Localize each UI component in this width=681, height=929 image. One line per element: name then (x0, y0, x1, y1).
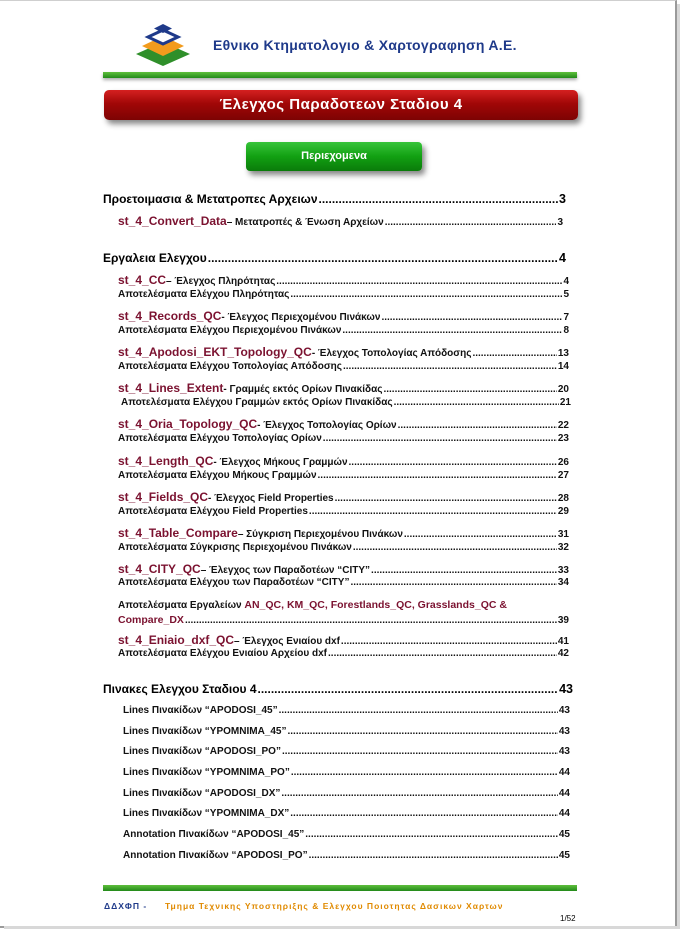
tool-desc: - Έλεγχος Field Properties (208, 493, 334, 504)
result-label: Αποτελέσματα Ελέγχου Πληρότητας (118, 289, 290, 300)
toc-result-table-compare[interactable] (118, 542, 569, 553)
table-label: Annotation Πινακίδων “APODOSI_45” (123, 829, 305, 840)
result-label: Αποτελέσματα Ελέγχου Field Properties (118, 506, 308, 517)
tool-name: st_4_Convert_Data (118, 214, 227, 228)
toc-page: 21 (559, 397, 571, 408)
toc-item-records-qc[interactable] (118, 309, 569, 323)
toc-table-item[interactable] (123, 726, 570, 737)
tool-desc: – Έλεγχος των Παραδοτέων “CITY” (200, 565, 371, 576)
tool-name: st_4_Records_QC (118, 309, 222, 323)
toc-item-apodosi-topology[interactable] (118, 345, 569, 359)
toc-result-lines-extent[interactable] (121, 397, 571, 408)
toc-item-fields-qc[interactable] (118, 490, 569, 504)
table-label: Lines Πινακίδων “YPOMNIMA_45” (123, 726, 287, 737)
result-label: Αποτελέσματα Ελέγχου Ενιαίου Αρχείου dxf (118, 648, 328, 659)
table-label: Annotation Πινακίδων “APODOSI_PO” (123, 850, 308, 861)
contents-heading: Περιεχομενα (246, 142, 422, 171)
toc-page: 22 (557, 420, 569, 431)
table-label: Lines Πινακίδων “APODOSI_DX” (123, 788, 281, 799)
toc-page: 45 (558, 850, 570, 861)
tool-name: st_4_Eniaio_dxf_QC (118, 633, 235, 647)
toc-page: 27 (557, 470, 569, 481)
toc-page: 26 (557, 457, 569, 468)
toc-page: 8 (563, 325, 569, 336)
toc-result-apodosi-topology[interactable] (118, 361, 569, 372)
tool-desc: - Γραμμές εκτός Ορίων Πινακίδας (223, 384, 383, 395)
toc-page: 43 (558, 726, 570, 737)
toc-label: Εργαλεια Ελεγχου (103, 251, 207, 265)
tool-name: st_4_Oria_Topology_QC (118, 417, 258, 431)
company-name: Εθνικο Κτηματολογιο & Χαρτογραφηση Α.Ε. (213, 37, 517, 53)
tool-desc: – Έλεγχος Ενιαίου dxf (234, 636, 340, 647)
tool-desc: – Σύγκριση Περιεχομένου Πινάκων (237, 529, 403, 540)
toc-item-oria-topology[interactable] (118, 417, 569, 431)
result-label: Αποτελέσματα Ελέγχου Περιεχομένου Πινάκων (118, 325, 342, 336)
toc-page: 5 (563, 289, 569, 300)
footer-divider (103, 885, 577, 891)
toc-page: 43 (558, 746, 570, 757)
toc-page: 44 (558, 788, 570, 799)
result-label: Αποτελέσματα Εργαλείων (118, 600, 245, 611)
toc-item-convert-data[interactable] (118, 214, 563, 228)
toc-item-length-qc[interactable] (118, 454, 569, 468)
toc-page: 4 (563, 276, 569, 287)
table-label: Lines Πινακίδων “APODOSI_45” (123, 705, 278, 716)
toc-table-item[interactable] (123, 850, 570, 861)
toc-page: 44 (558, 808, 570, 819)
toc-page: 7 (563, 312, 569, 323)
toc-page: 32 (557, 542, 569, 553)
toc-result-city-qc[interactable] (118, 577, 569, 588)
result-label: Αποτελέσματα Σύγκρισης Περιεχομένου Πινάκων (118, 542, 352, 553)
document-title: Έλεγχος Παραδοτεων Σταδιου 4 (104, 90, 578, 120)
tool-names-cont: Compare_DX (118, 614, 184, 626)
toc-page: 4 (559, 251, 566, 265)
toc-page: 45 (558, 829, 570, 840)
tool-name: st_4_Lines_Extent (118, 381, 224, 395)
tool-desc: - Έλεγχος Περιεχομένου Πινάκων (221, 312, 381, 323)
toc-page: 42 (557, 648, 569, 659)
toc-result-oria-topology[interactable] (118, 433, 569, 444)
toc-section-tools[interactable] (103, 251, 566, 265)
toc-page: 13 (557, 348, 569, 359)
tool-name: st_4_CITY_QC (118, 562, 201, 576)
result-label: Αποτελέσματα Ελέγχου Τοπολογίας Ορίων (118, 433, 322, 444)
table-label: Lines Πινακίδων “YPOMNIMA_DX” (123, 808, 290, 819)
toc-item-cc[interactable] (118, 273, 569, 287)
tool-desc: - Έλεγχος Τοπολογίας Ορίων (257, 420, 397, 431)
page-number: 1/52 (560, 914, 576, 923)
tool-names: AN_QC, KM_QC, Forestlands_QC, Grasslands_QC & (244, 599, 507, 611)
toc-section-tables[interactable] (103, 682, 573, 696)
table-label: Lines Πινακίδων “YPOMNIMA_PO” (123, 767, 290, 778)
toc-item-lines-extent[interactable] (118, 381, 569, 395)
toc-page: 29 (557, 506, 569, 517)
tool-desc: – Μετατροπές & Ένωση Αρχείων (226, 217, 384, 228)
toc-page: 34 (557, 577, 569, 588)
toc-page: 43 (559, 682, 573, 696)
tool-name: st_4_Fields_QC (118, 490, 209, 504)
toc-page: 3 (559, 192, 566, 206)
footer-dept: Τμημα Τεχνικης Υποστηριξης & Ελεγχου Ποιοτητας Δασικων Χαρτων (165, 901, 504, 911)
toc-table-item[interactable] (123, 705, 570, 716)
toc-page: 41 (557, 636, 569, 647)
toc-item-eniaio-dxf[interactable] (118, 633, 569, 647)
footer-org: ΔΔΧΦΠ - (104, 901, 148, 911)
tool-name: st_4_Table_Compare (118, 526, 238, 540)
toc-page: 33 (557, 565, 569, 576)
toc-result-cc[interactable] (118, 289, 569, 300)
toc-page: 44 (558, 767, 570, 778)
toc-page: 43 (558, 705, 570, 716)
toc-item-city-qc[interactable] (118, 562, 569, 576)
toc-item-combined-results[interactable] (118, 598, 569, 628)
toc-section-prep[interactable] (103, 192, 566, 206)
toc-result-eniaio-dxf[interactable] (118, 648, 569, 659)
table-label: Lines Πινακίδων “APODOSI_PO” (123, 746, 281, 757)
result-label: Αποτελέσματα Ελέγχου Γραμμών εκτός Ορίων Πινακίδας (121, 397, 393, 408)
tool-desc: – Έλεγχος Πληρότητας (166, 276, 276, 287)
toc-page: 39 (557, 615, 569, 626)
toc-label: Προετοιμασια & Μετατροπες Αρχειων (103, 192, 318, 206)
toc-page: 20 (557, 384, 569, 395)
toc-table-item[interactable] (123, 767, 570, 778)
toc-page: 28 (557, 493, 569, 504)
tool-desc: - Έλεγχος Μήκους Γραμμών (213, 457, 348, 468)
tool-desc: - Έλεγχος Τοπολογίας Απόδοσης (311, 348, 472, 359)
toc-result-length-qc[interactable] (118, 470, 569, 481)
result-label: Αποτελέσματα Ελέγχου των Παραδοτέων “CITY” (118, 577, 350, 588)
toc-table-item[interactable] (123, 788, 570, 799)
toc-table-item[interactable] (123, 746, 570, 757)
toc-page: 3 (557, 217, 563, 228)
toc-label: Πινακες Ελεγχου Σταδιου 4 (103, 682, 257, 696)
toc-page: 14 (557, 361, 569, 372)
toc-page: 23 (557, 433, 569, 444)
toc-result-fields-qc[interactable] (118, 506, 569, 517)
result-label: Αποτελέσματα Ελέγχου Μήκους Γραμμών (118, 470, 317, 481)
toc-table-item[interactable] (123, 808, 570, 819)
result-label: Αποτελέσματα Ελέγχου Τοπολογίας Απόδοσης (118, 361, 342, 372)
tool-name: st_4_Apodosi_EKT_Topology_QC (118, 345, 312, 359)
tool-name: st_4_CC (118, 273, 167, 287)
toc-item-table-compare[interactable] (118, 526, 569, 540)
toc-page: 31 (557, 529, 569, 540)
toc-table-item[interactable] (123, 829, 570, 840)
tool-name: st_4_Length_QC (118, 454, 214, 468)
toc-result-records-qc[interactable] (118, 325, 569, 336)
